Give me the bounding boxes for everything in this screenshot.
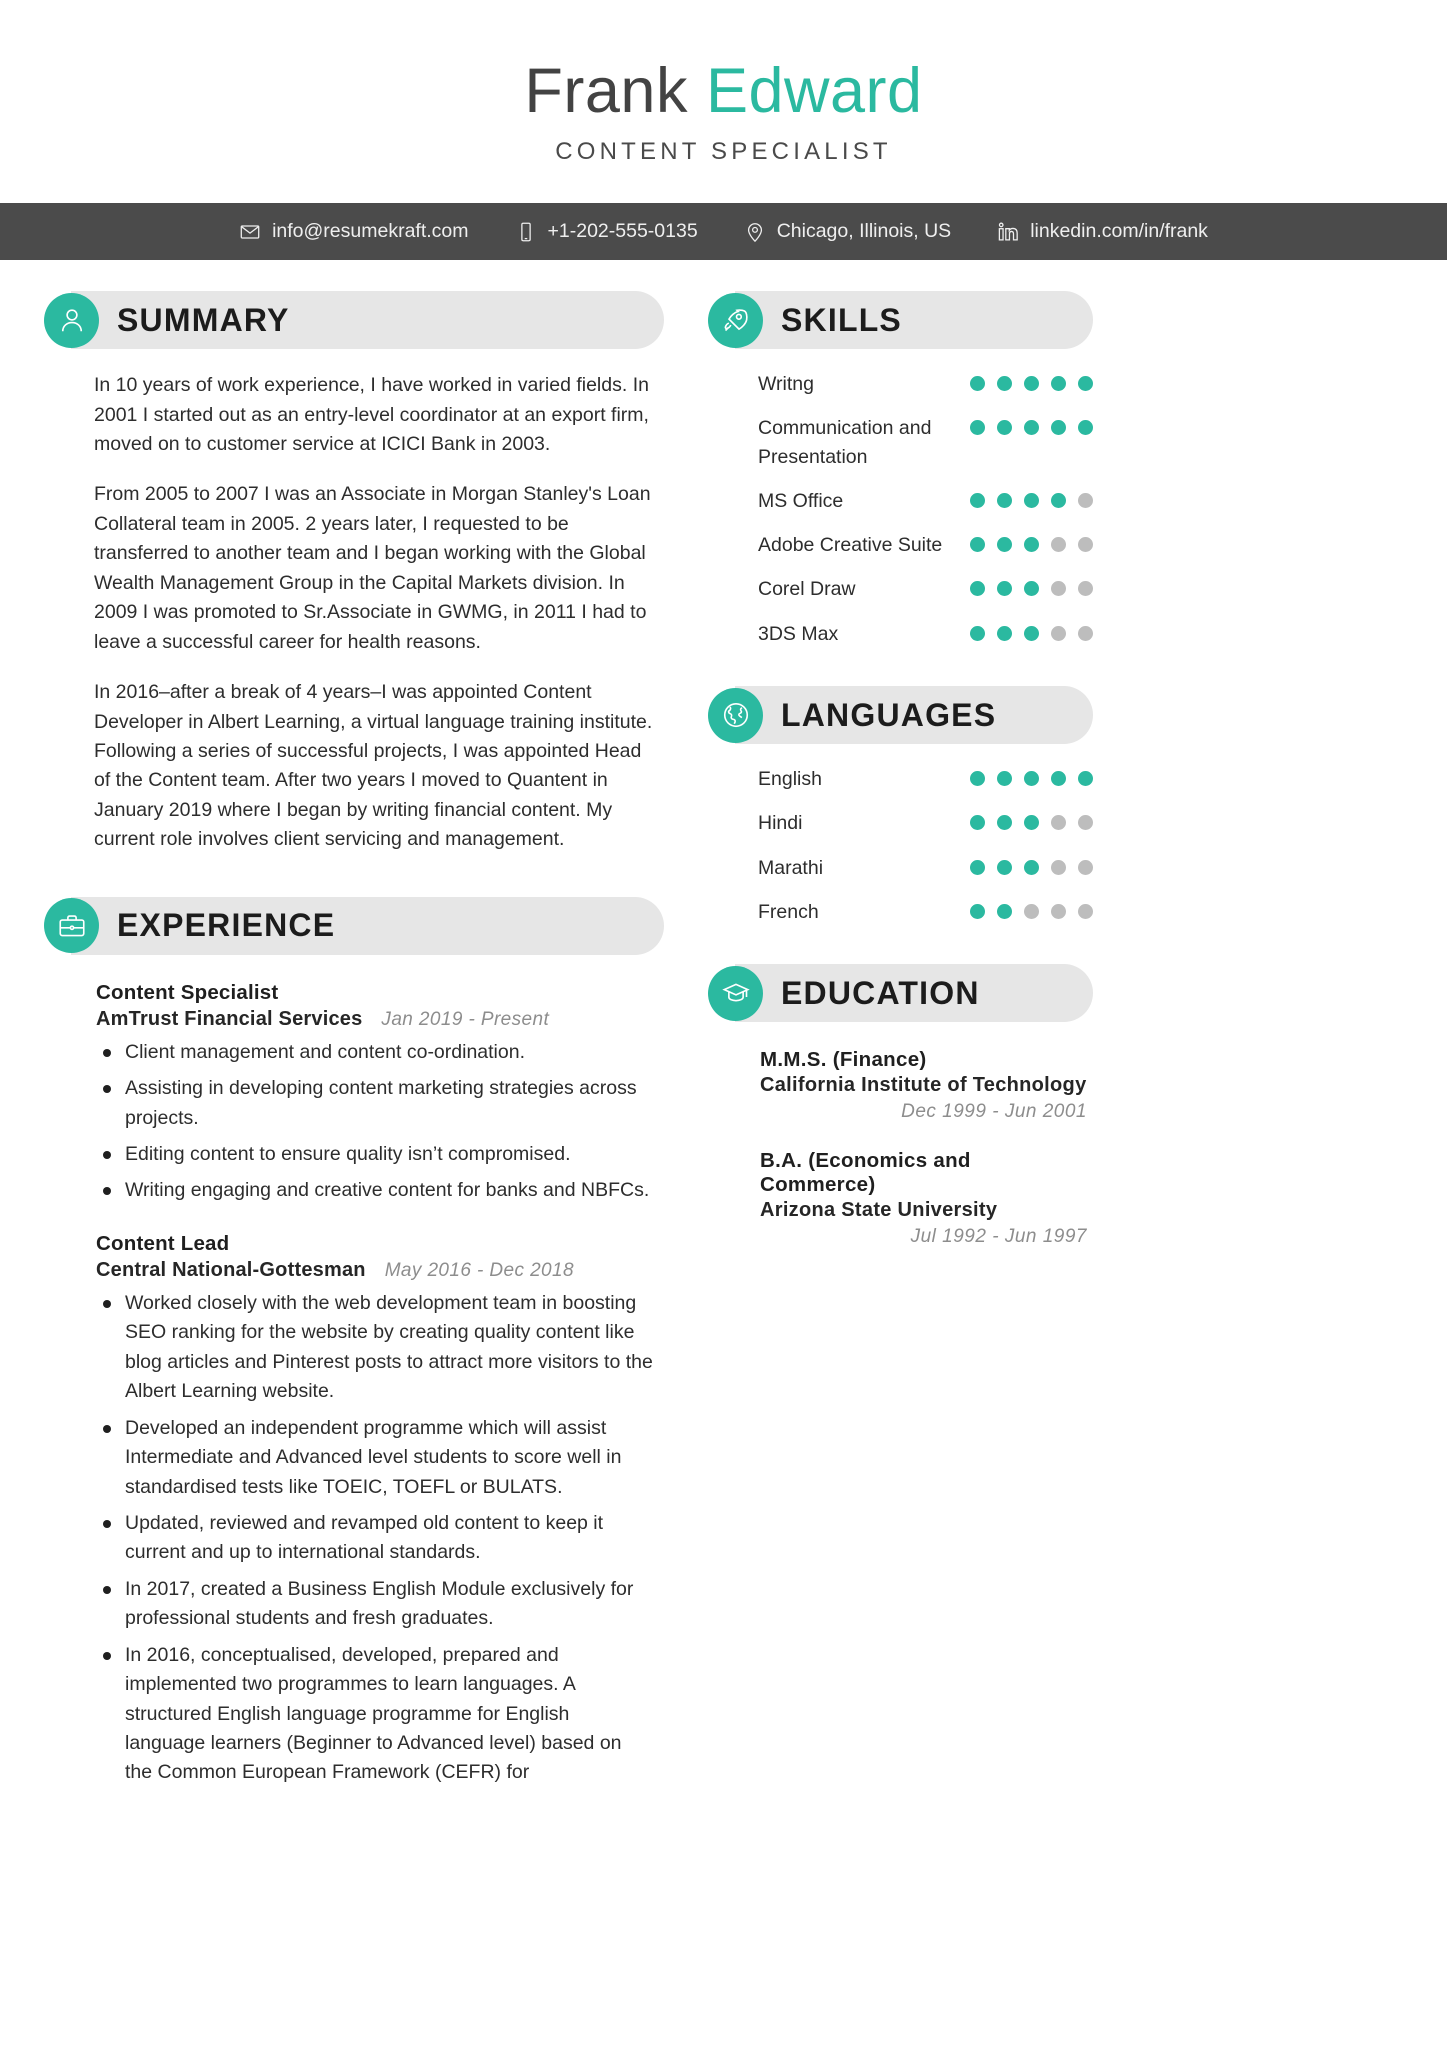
rating-dot-filled — [997, 376, 1012, 391]
skill-label: Communication and Presentation — [758, 417, 932, 468]
skill-row — [758, 487, 1093, 515]
rating-dot-filled — [997, 904, 1012, 919]
skill-row — [758, 414, 1093, 471]
skill-row — [758, 531, 1093, 559]
languages-list — [708, 744, 1093, 926]
rating-dot-empty — [1051, 860, 1066, 875]
rating-dot-filled — [1078, 420, 1093, 435]
rating-dot-filled — [997, 537, 1012, 552]
skill-label: Corel Draw — [758, 578, 856, 601]
rating-dot-filled — [1051, 493, 1066, 508]
language-rating-dots — [970, 765, 1093, 786]
skill-label: Writng — [758, 373, 814, 396]
skills-section-header — [708, 291, 1093, 349]
rocket-icon — [708, 293, 763, 348]
rating-dot-filled — [1024, 771, 1039, 786]
experience-bullet: Editing content to ensure quality isn’t compromised. — [96, 1140, 654, 1169]
rating-dot-filled — [1078, 376, 1093, 391]
skill-rating-dots — [970, 531, 1093, 552]
experience-bullet-list — [96, 1038, 654, 1206]
rating-dot-filled — [1051, 376, 1066, 391]
rating-dot-filled — [970, 493, 985, 508]
skill-row — [758, 575, 1093, 603]
contact-phone[interactable] — [515, 220, 698, 243]
experience-item — [96, 981, 654, 1206]
language-label: Hindi — [758, 812, 803, 835]
rating-dot-empty — [1078, 581, 1093, 596]
language-rating-dots — [970, 854, 1093, 875]
education-heading: EDUCATION — [781, 974, 980, 1011]
education-item — [708, 1149, 1087, 1248]
envelope-icon — [239, 221, 261, 243]
rating-dot-empty — [1051, 904, 1066, 919]
experience-role: Content Lead — [96, 1231, 230, 1255]
rating-dot-filled — [1024, 581, 1039, 596]
rating-dot-filled — [997, 860, 1012, 875]
briefcase-icon — [44, 898, 99, 953]
rating-dot-filled — [1024, 420, 1039, 435]
languages-section-header — [708, 686, 1093, 744]
languages-heading: LANGUAGES — [781, 696, 997, 733]
education-degree: B.A. (Economics and Commerce) — [760, 1149, 971, 1197]
rating-dot-filled — [997, 420, 1012, 435]
rating-dot-filled — [970, 626, 985, 641]
skill-label: 3DS Max — [758, 622, 839, 645]
experience-bullet-list — [96, 1289, 654, 1788]
language-label: French — [758, 900, 819, 923]
experience-bullet: Client management and content co-ordination. — [96, 1038, 654, 1067]
skills-list — [708, 349, 1093, 648]
rating-dot-empty — [1078, 904, 1093, 919]
language-rating-dots — [970, 809, 1093, 830]
rating-dot-filled — [970, 537, 985, 552]
summary-section-header — [44, 291, 664, 349]
rating-dot-filled — [1024, 376, 1039, 391]
rating-dot-filled — [970, 860, 985, 875]
rating-dot-empty — [1078, 537, 1093, 552]
rating-dot-filled — [970, 376, 985, 391]
education-item — [708, 1048, 1087, 1123]
rating-dot-empty — [1051, 537, 1066, 552]
language-rating-dots — [970, 898, 1093, 919]
experience-dates: Jan 2019 - Present — [381, 1008, 550, 1030]
summary-heading: SUMMARY — [117, 301, 290, 338]
education-list — [708, 1022, 1093, 1248]
language-row — [758, 898, 1093, 926]
rating-dot-empty — [1078, 626, 1093, 641]
experience-bullet: Worked closely with the web development team in boosting SEO ranking for the website by creating quality content like blog articles and Pinterest posts to attract more visitors to the Albert Learning website. — [96, 1289, 654, 1407]
experience-heading: EXPERIENCE — [117, 907, 336, 944]
skills-heading: SKILLS — [781, 301, 902, 338]
language-row — [758, 765, 1093, 793]
job-title-subheading: CONTENT SPECIALIST — [555, 138, 892, 166]
education-degree: M.M.S. (Finance) — [760, 1048, 927, 1072]
mobile-phone-icon — [515, 221, 537, 243]
contact-bar — [0, 203, 1447, 260]
globe-icon — [708, 688, 763, 743]
contact-phone-text: +1-202-555-0135 — [547, 220, 698, 243]
skill-rating-dots — [970, 414, 1093, 435]
rating-dot-filled — [997, 626, 1012, 641]
summary-paragraph: In 2016–after a break of 4 years–I was appointed Content Developer in Albert Learning, a virtual language training institute. Following a series of successful projects, I was appointed Head of the Content team. After two years I moved to Quantent in January 2019 where I began by writing financial content. My current role involves client servicing and management. — [94, 681, 653, 851]
experience-section-header — [44, 897, 664, 955]
rating-dot-filled — [1024, 815, 1039, 830]
left-column — [44, 291, 664, 1795]
skill-rating-dots — [970, 575, 1093, 596]
education-school: Arizona State University — [760, 1199, 998, 1222]
linkedin-icon — [997, 221, 1019, 243]
rating-dot-filled — [997, 581, 1012, 596]
contact-linkedin-text: linkedin.com/in/frank — [1030, 220, 1208, 243]
education-dates: Jul 1992 - Jun 1997 — [910, 1226, 1087, 1248]
rating-dot-filled — [997, 493, 1012, 508]
skill-label: Adobe Creative Suite — [758, 534, 943, 557]
rating-dot-filled — [1024, 626, 1039, 641]
education-section-header — [708, 964, 1093, 1022]
rating-dot-filled — [997, 771, 1012, 786]
skill-rating-dots — [970, 620, 1093, 641]
experience-body — [44, 955, 664, 1788]
summary-paragraph: In 10 years of work experience, I have worked in varied fields. In 2001 I started out as an entry-level coordinator at an export firm, moved on to customer service at ICICI Bank in 2003. — [94, 374, 649, 456]
rating-dot-filled — [997, 815, 1012, 830]
experience-bullet: Writing engaging and creative content for banks and NBFCs. — [96, 1176, 654, 1205]
rating-dot-filled — [1024, 493, 1039, 508]
rating-dot-empty — [1051, 581, 1066, 596]
location-pin-icon — [744, 221, 766, 243]
language-label: English — [758, 768, 822, 790]
experience-item — [96, 1232, 654, 1788]
rating-dot-empty — [1078, 493, 1093, 508]
rating-dot-empty — [1078, 860, 1093, 875]
contact-location-text: Chicago, Illinois, US — [776, 220, 952, 243]
right-column — [708, 291, 1093, 1248]
skill-rating-dots — [970, 487, 1093, 508]
rating-dot-filled — [1024, 537, 1039, 552]
resume-body — [0, 260, 1447, 1795]
summary-body — [44, 349, 664, 855]
skill-rating-dots — [970, 370, 1093, 391]
resume-header — [0, 0, 1447, 166]
page-title — [0, 58, 1447, 124]
rating-dot-filled — [970, 771, 985, 786]
skill-row — [758, 620, 1093, 648]
skill-label: MS Office — [758, 489, 844, 512]
contact-email-text: info@resumekraft.com — [272, 220, 469, 243]
language-row — [758, 854, 1093, 882]
experience-dates: May 2016 - Dec 2018 — [384, 1259, 574, 1281]
experience-bullet: In 2016, conceptualised, developed, prepared and implemented two programmes to learn languages. A structured English language programme for English language learners (Beginner to Advanced level) based on the Common European Framework (CEFR) for — [96, 1641, 654, 1788]
rating-dot-empty — [1024, 904, 1039, 919]
rating-dot-filled — [970, 581, 985, 596]
language-label: Marathi — [758, 856, 824, 879]
person-icon — [44, 293, 99, 348]
experience-bullet: Updated, reviewed and revamped old content to keep it current and up to international standards. — [96, 1509, 654, 1568]
experience-bullet: In 2017, created a Business English Module exclusively for professional students and fresh graduates. — [96, 1575, 654, 1634]
experience-meta — [96, 1259, 654, 1282]
experience-company: Central National-Gottesman — [96, 1258, 366, 1281]
experience-role: Content Specialist — [96, 980, 279, 1004]
education-dates: Dec 1999 - Jun 2001 — [901, 1101, 1087, 1123]
rating-dot-filled — [1024, 860, 1039, 875]
graduation-cap-icon — [708, 966, 763, 1021]
contact-email[interactable] — [239, 220, 468, 243]
last-name: Edward — [705, 56, 923, 126]
skill-row — [758, 370, 1093, 398]
rating-dot-filled — [970, 904, 985, 919]
experience-meta — [96, 1008, 654, 1031]
contact-linkedin[interactable] — [997, 220, 1208, 243]
first-name: Frank — [524, 56, 688, 126]
experience-company: AmTrust Financial Services — [96, 1007, 363, 1030]
rating-dot-filled — [1051, 771, 1066, 786]
language-row — [758, 809, 1093, 837]
rating-dot-filled — [1051, 420, 1066, 435]
summary-paragraph: From 2005 to 2007 I was an Associate in Morgan Stanley's Loan Collateral team in 2005. 2 years later, I requested to be transferred to another team and I began working with the Global Wealth Management Group in the Capital Markets division. In 2009 I was promoted to Sr.Associate in GWMG, in 2011 I had to leave a successful career for health reasons. — [94, 483, 651, 653]
rating-dot-filled — [970, 420, 985, 435]
experience-bullet: Developed an independent programme which will assist Intermediate and Advanced level students to score well in standardised tests like TOEIC, TOEFL or BULATS. — [96, 1414, 654, 1502]
rating-dot-filled — [970, 815, 985, 830]
rating-dot-empty — [1078, 815, 1093, 830]
rating-dot-empty — [1051, 626, 1066, 641]
rating-dot-filled — [1078, 771, 1093, 786]
rating-dot-empty — [1051, 815, 1066, 830]
contact-location[interactable] — [744, 220, 952, 243]
education-school: California Institute of Technology — [760, 1074, 1087, 1097]
experience-bullet: Assisting in developing content marketing strategies across projects. — [96, 1074, 654, 1133]
